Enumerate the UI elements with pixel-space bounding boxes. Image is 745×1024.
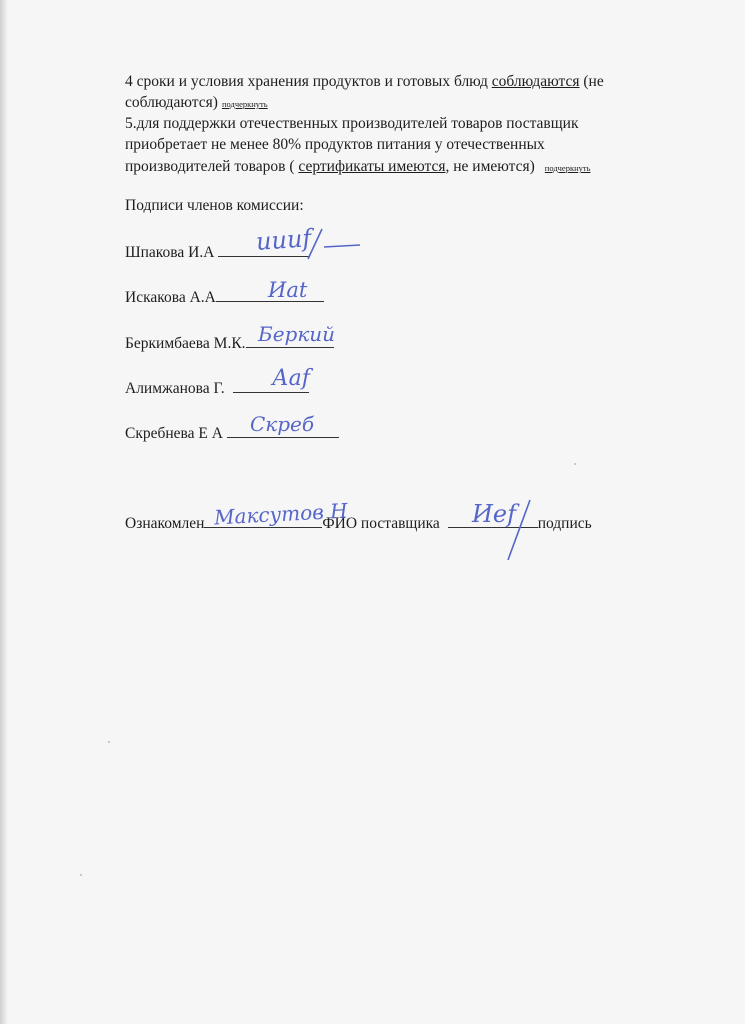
- acknowledged-signature: Максутов Н: [213, 498, 349, 530]
- member-signature: Беркий: [258, 322, 336, 346]
- member-signature: uuuf: [255, 224, 313, 256]
- supplier-label: ФИО поставщика: [322, 515, 440, 532]
- item4-underlined: соблюдаются: [491, 73, 580, 90]
- signature-flourish: [300, 225, 370, 265]
- member-name: Шпакова И.А: [125, 244, 215, 261]
- item5-underlined: сертификаты имеются: [298, 158, 446, 175]
- item5-line2: приобретает не менее 80% продуктов питания у отечественных: [125, 136, 545, 153]
- member-signature: Скреб: [250, 412, 315, 436]
- member-name: Скребнева Е А: [125, 425, 223, 442]
- supplier-signature: Иеf: [472, 500, 517, 528]
- member-signature: Иаt: [268, 278, 308, 302]
- acknowledged-label: Ознакомлен: [125, 515, 205, 532]
- member-name: Беркимбаева М.К.: [125, 335, 246, 352]
- scan-speck: [80, 874, 82, 876]
- signature-label: подпись: [537, 515, 592, 532]
- page-edge-shadow: [0, 0, 8, 1024]
- member-name: Искакова А.А: [125, 289, 216, 306]
- item5-line1: 5.для поддержки отечественных производителей товаров поставщик: [125, 115, 579, 132]
- item4-note: подчеркнуть: [221, 99, 268, 109]
- signatures-heading: Подписи членов комиссии:: [125, 197, 304, 214]
- item5-line3: производителей товаров ( сертификаты имеются, не имеются) подчеркнуть: [125, 158, 591, 175]
- item5-note: подчеркнуть: [544, 163, 591, 173]
- supplier-signature-flourish: [498, 496, 548, 566]
- item4-line2: соблюдаются) подчеркнуть: [125, 94, 268, 111]
- scan-speck: [108, 741, 110, 743]
- member-signature: Ааf: [272, 366, 310, 391]
- member-name: Алимжанова Г.: [125, 380, 225, 397]
- item4-line1: 4 сроки и условия хранения продуктов и готовых блюд соблюдаются (не: [125, 73, 604, 90]
- scan-speck: [574, 463, 576, 465]
